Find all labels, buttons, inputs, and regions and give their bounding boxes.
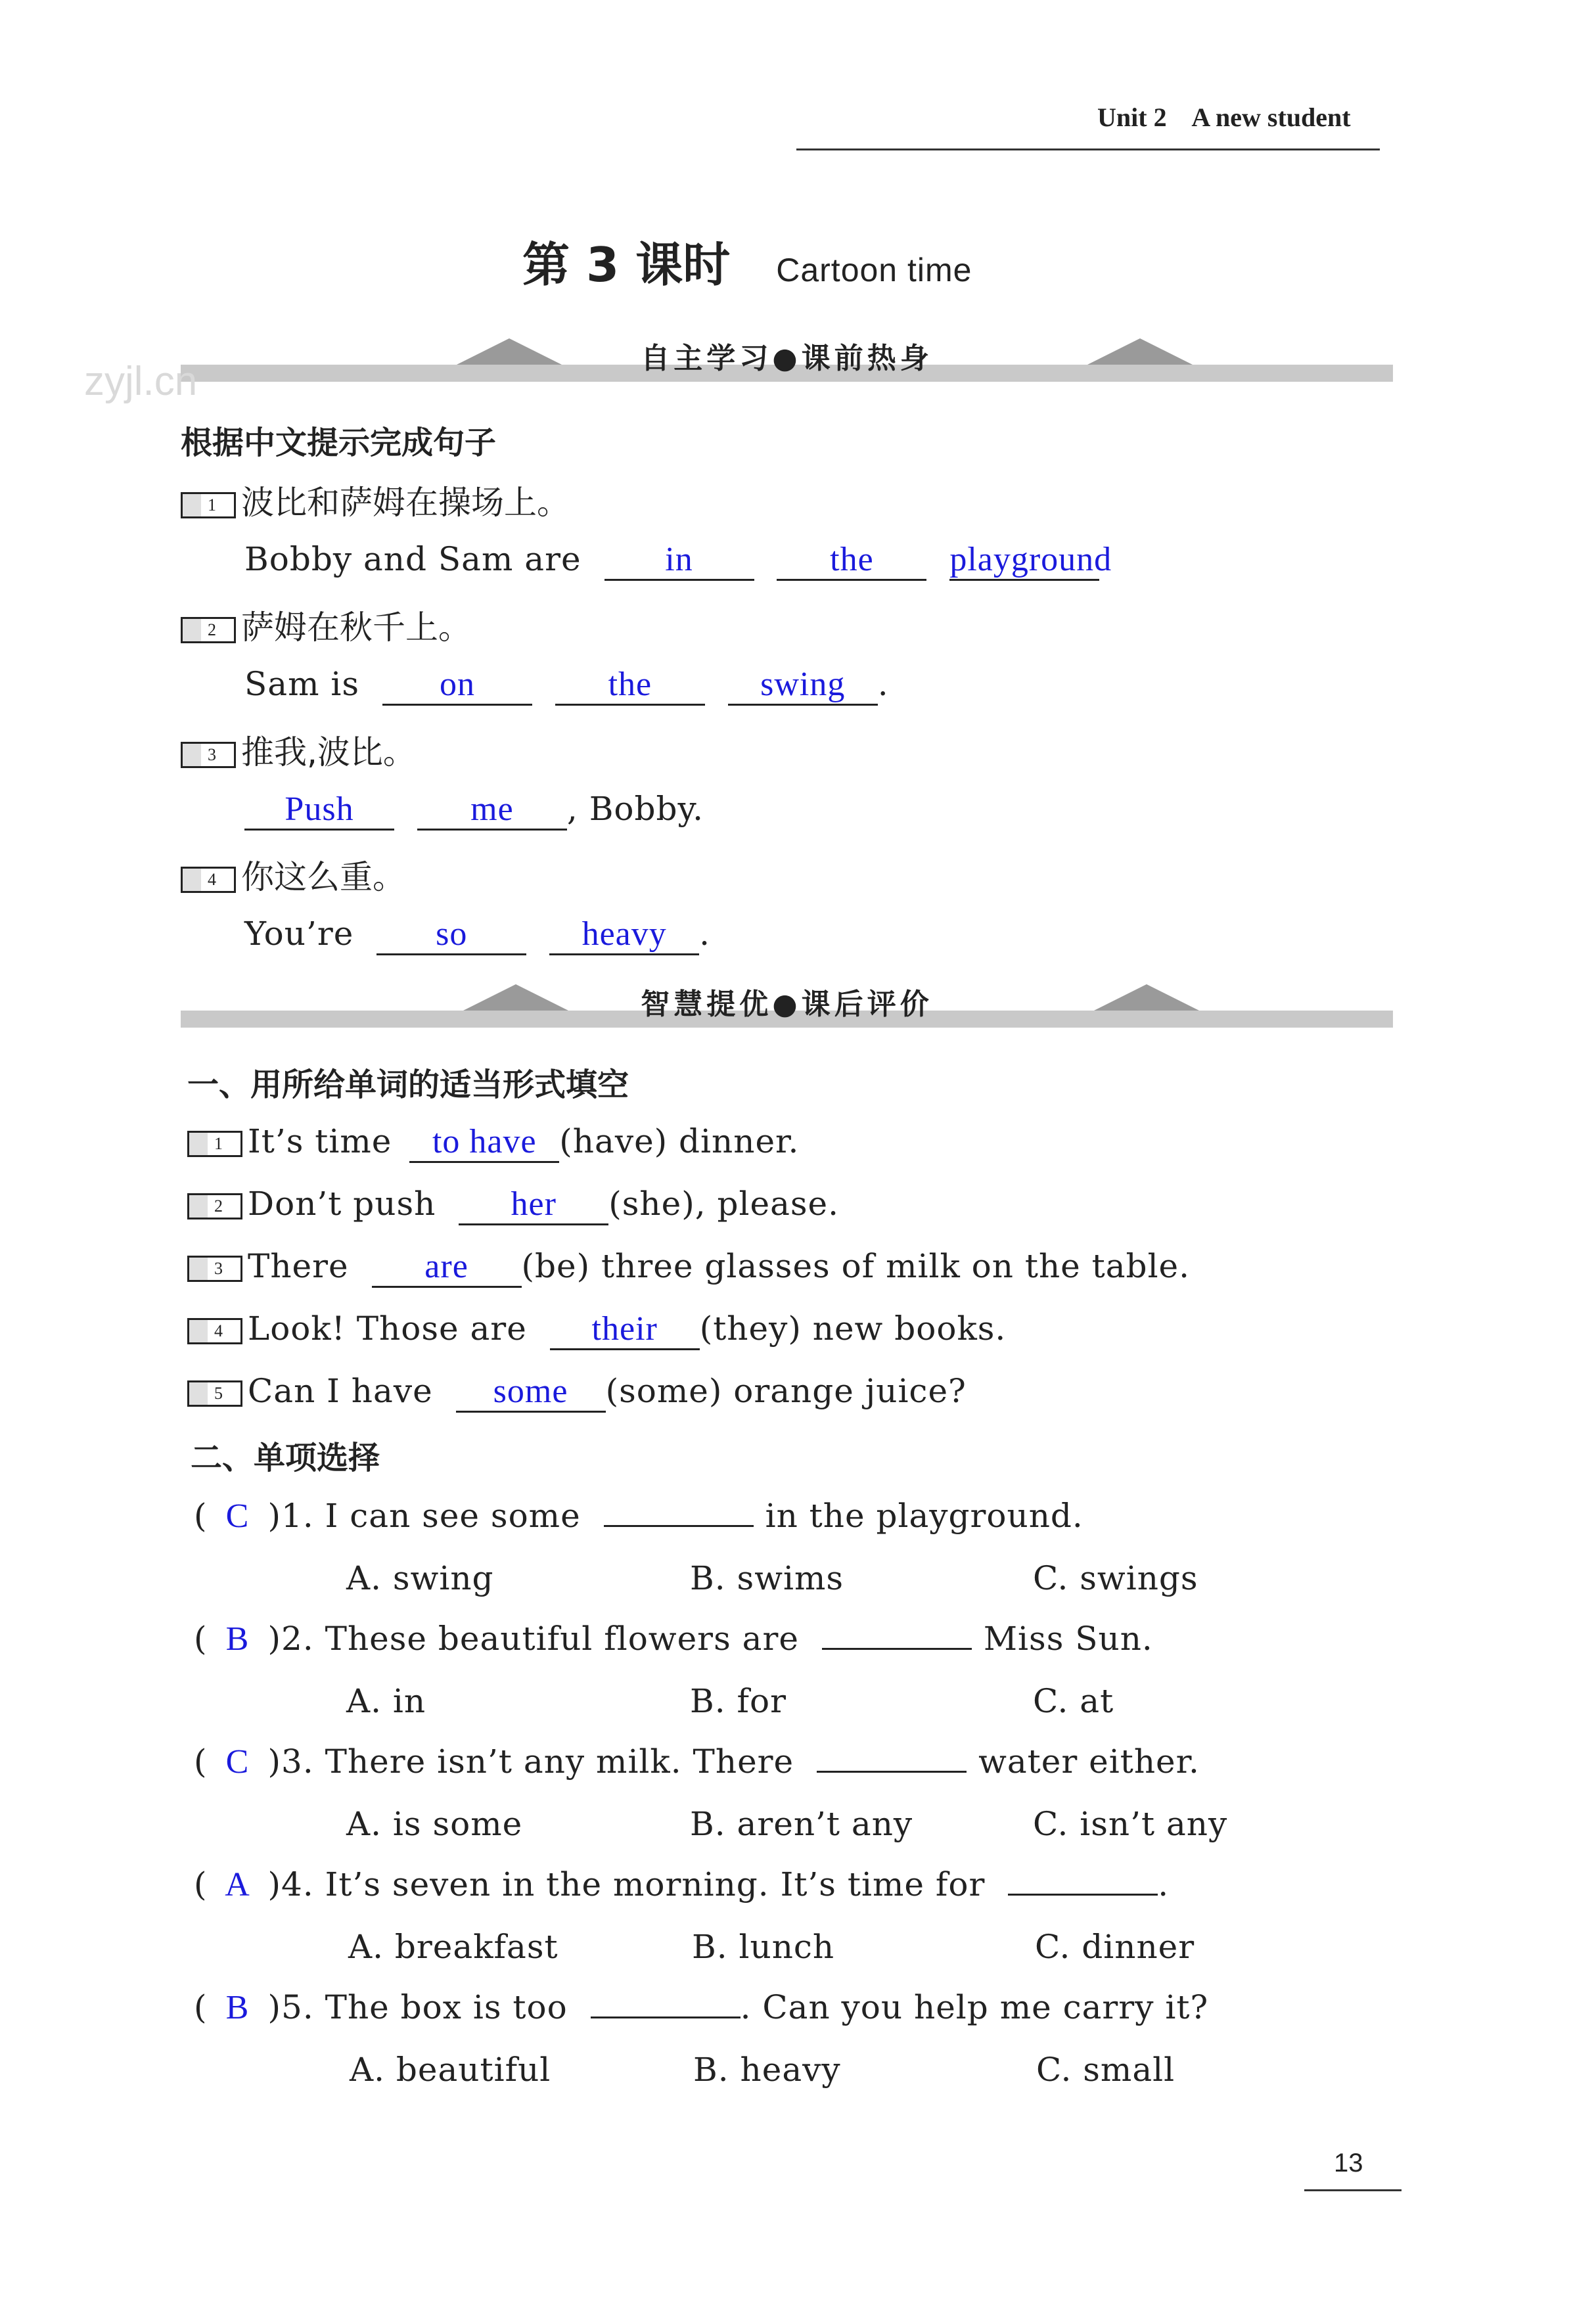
mc-5-option-a[interactable]: A. beautiful [350, 2051, 551, 2089]
lesson-title-en: Cartoon time [776, 252, 972, 288]
sec1-item-2-en: Sam is on the swing . [244, 665, 889, 706]
mc-item-2: ( B )2. These beautiful flowers are Miss Sun. [194, 1620, 1153, 1658]
mc-answer[interactable]: A [225, 1866, 250, 1903]
sec1-item-1-en: Bobby and Sam are in the playground [244, 540, 1099, 581]
section-bar-preview [181, 342, 1393, 382]
mc-2-option-b[interactable]: B. for [690, 1682, 787, 1720]
mc-5-option-b[interactable]: B. heavy [693, 2051, 841, 2089]
section-bar-review [181, 988, 1393, 1028]
page-number-rule [1304, 2189, 1402, 2191]
answer-blank[interactable]: Push [244, 790, 394, 831]
number-box: 5 [187, 1380, 242, 1407]
mc-4-option-c[interactable]: C. dinner [1035, 1928, 1195, 1966]
number-box: 2 [187, 1193, 242, 1219]
part1-item-5: 5 Can I have some (some) orange juice? [187, 1372, 967, 1413]
section-label-preview: 自主学习●课前热身 [641, 342, 933, 375]
answer-blank[interactable]: heavy [549, 915, 699, 955]
mc-answer[interactable]: C [225, 1497, 250, 1535]
answer-blank[interactable]: their [550, 1310, 700, 1350]
answer-blank[interactable]: some [456, 1372, 606, 1413]
number-box: 1 [181, 492, 236, 518]
mc-2-option-c[interactable]: C. at [1033, 1682, 1114, 1720]
header-rule [796, 148, 1380, 150]
mc-answer[interactable]: B [225, 1620, 250, 1658]
mc-item-4: ( A )4. It’s seven in the morning. It’s time for . [194, 1865, 1170, 1903]
part1-heading: 一、用所给单词的适当形式填空 [187, 1066, 629, 1103]
part1-item-3: 3 There are (be) three glasses of milk on the table. [187, 1247, 1190, 1288]
number-box: 3 [181, 742, 236, 768]
mc-4-option-a[interactable]: A. breakfast [348, 1928, 559, 1966]
answer-blank[interactable] [604, 1525, 754, 1527]
part1-item-1: 1 It’s time to have (have) dinner. [187, 1122, 799, 1163]
mc-5-option-c[interactable]: C. small [1036, 2051, 1175, 2089]
mc-item-3: ( C )3. There isn’t any milk. There water either. [194, 1743, 1200, 1781]
mc-1-option-b[interactable]: B. swims [690, 1559, 844, 1597]
sec1-heading: 根据中文提示完成句子 [181, 424, 497, 461]
mc-answer[interactable]: B [225, 1989, 250, 2026]
answer-blank[interactable]: to have [409, 1122, 559, 1163]
mc-3-option-a[interactable]: A. is some [346, 1805, 523, 1843]
sec1-item-1-cn: 1 波比和萨姆在操场上。 [181, 476, 570, 524]
part1-item-2: 2 Don’t push her (she), please. [187, 1185, 839, 1225]
number-box: 4 [181, 867, 236, 893]
lesson-title [522, 227, 972, 295]
number-box: 2 [181, 617, 236, 643]
number-box: 3 [187, 1256, 242, 1282]
answer-blank[interactable] [1008, 1894, 1158, 1896]
sec1-item-3-cn: 3 推我,波比。 [181, 726, 416, 773]
part1-item-4: 4 Look! Those are their (they) new books. [187, 1310, 1006, 1350]
sec1-item-4-cn: 4 你这么重。 [181, 851, 405, 898]
sec1-item-2-cn: 2 萨姆在秋千上。 [181, 601, 471, 649]
mc-2-option-a[interactable]: A. in [346, 1682, 426, 1720]
answer-blank[interactable]: the [777, 540, 926, 581]
page-number: 13 [1334, 2149, 1363, 2177]
answer-blank[interactable]: on [382, 665, 532, 706]
answer-blank[interactable]: in [604, 540, 754, 581]
answer-blank[interactable]: playground [949, 540, 1099, 581]
mc-answer[interactable]: C [225, 1743, 250, 1781]
sec1-item-3-en: Push me , Bobby. [244, 790, 704, 831]
number-box: 4 [187, 1318, 242, 1344]
watermark: zyjl.cn [84, 359, 198, 404]
mc-item-5: ( B )5. The box is too . Can you help me carry it? [194, 1988, 1209, 2026]
mc-item-1: ( C )1. I can see some in the playground. [194, 1497, 1083, 1535]
answer-blank[interactable]: so [376, 915, 526, 955]
sec1-item-4-en: You’re so heavy . [244, 915, 710, 955]
mc-1-option-a[interactable]: A. swing [346, 1559, 494, 1597]
answer-blank[interactable] [817, 1771, 967, 1773]
mc-4-option-b[interactable]: B. lunch [692, 1928, 835, 1966]
answer-blank[interactable] [822, 1648, 972, 1650]
answer-blank[interactable]: her [459, 1185, 608, 1225]
mc-1-option-c[interactable]: C. swings [1033, 1559, 1198, 1597]
section-label-review: 智慧提优●课后评价 [641, 988, 933, 1021]
answer-blank[interactable]: me [417, 790, 567, 831]
number-box: 1 [187, 1131, 242, 1157]
answer-blank[interactable] [591, 2016, 741, 2018]
answer-blank[interactable]: swing [728, 665, 878, 706]
lesson-title-cn: 第 3 课时 [522, 237, 731, 292]
unit-header: Unit 2 A new student [1097, 103, 1351, 132]
part2-heading: 二、单项选择 [191, 1440, 380, 1476]
answer-blank[interactable]: the [555, 665, 705, 706]
mc-3-option-c[interactable]: C. isn’t any [1033, 1805, 1228, 1843]
mc-3-option-b[interactable]: B. aren’t any [690, 1805, 913, 1843]
answer-blank[interactable]: are [372, 1247, 522, 1288]
